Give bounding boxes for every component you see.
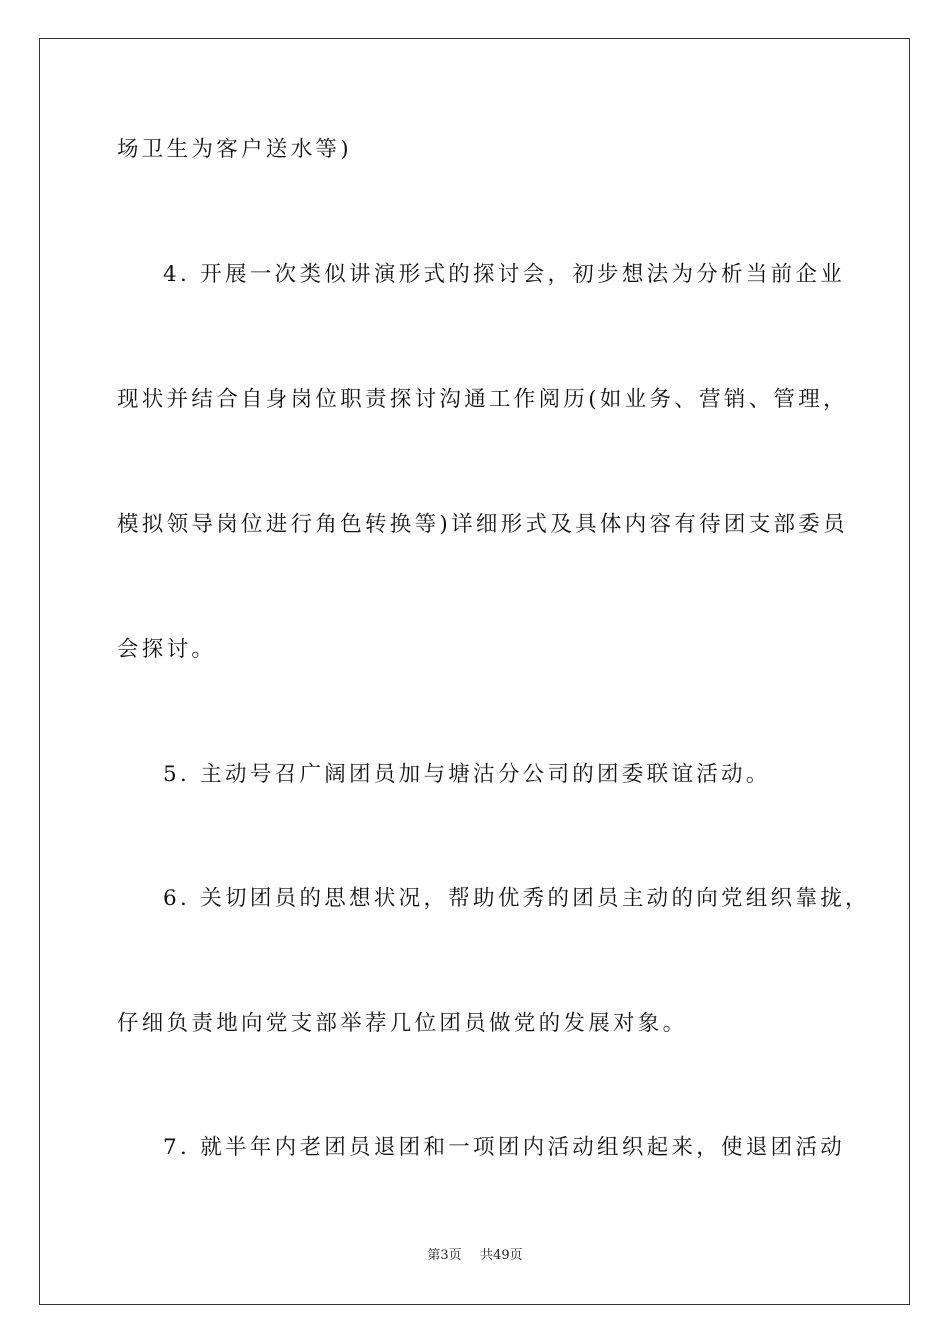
page-border <box>39 38 910 1305</box>
text-line: 场卫生为客户送水等) <box>117 137 352 162</box>
text-line: 4. 开展一次类似讲演形式的探讨会，初步想法为分析当前企业 <box>163 262 846 287</box>
text-line: 模拟领导岗位进行角色转换等)详细形式及具体内容有待团支部委员 <box>117 512 848 537</box>
text-line: 7. 就半年内老团员退团和一项团内活动组织起来，使退团活动 <box>163 1135 846 1160</box>
page-number: 第3页 <box>427 1248 462 1263</box>
text-line: 6. 关切团员的思想状况，帮助优秀的团员主动的向党组织靠拢， <box>163 886 870 911</box>
page-footer <box>0 1247 950 1265</box>
page-total: 共49页 <box>480 1248 523 1263</box>
text-line: 仔细负责地向党支部举荐几位团员做党的发展对象。 <box>117 1011 688 1036</box>
text-line: 5. 主动号召广阔团员加与塘沽分公司的团委联谊活动。 <box>163 762 771 787</box>
text-line: 会探讨。 <box>117 637 217 662</box>
text-line: 现状并结合自身岗位职责探讨沟通工作阅历(如业务、营销、管理， <box>117 387 848 412</box>
